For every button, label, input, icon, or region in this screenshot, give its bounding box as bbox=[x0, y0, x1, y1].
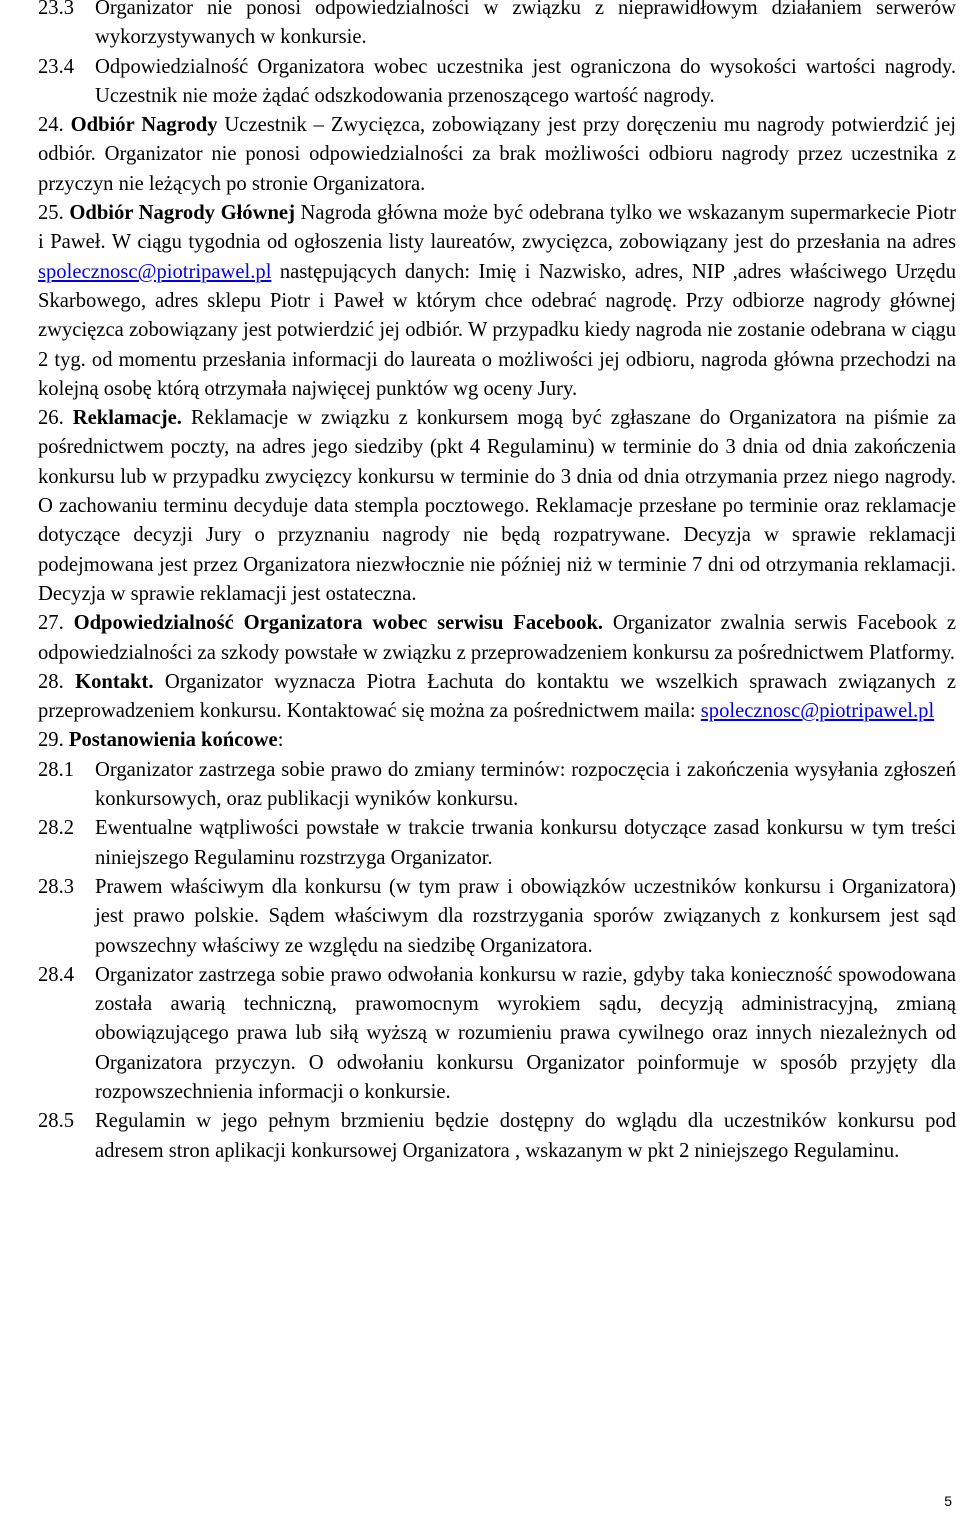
clause-28-5 bbox=[38, 1107, 956, 1166]
section-text: Organizator wyznacza Piotra Łachuta do kontaktu we wszelkich sprawach związanych z przeprowadzeniem konkursu. Kontaktować się można za pośrednictwem maila: bbox=[38, 670, 957, 723]
section-26 bbox=[38, 404, 956, 609]
document-page bbox=[38, 0, 956, 1166]
section-heading: Postanowienia końcowe bbox=[68, 729, 278, 752]
section-number: 25. bbox=[38, 202, 70, 225]
clause-text: Prawem właściwym dla konkursu (w tym praw i obowiązków uczestników konkursu i Organizatora) jest prawo polskie. Sądem właściwym dla rozstrzygania sporów związanych z konkursem jest sąd powszechny właściwy ze względu na siedzibę Organizatora. bbox=[95, 875, 956, 957]
section-text: Reklamacje w związku z konkursem mogą być zgłaszane do Organizatora na piśmie za pośrednictwem poczty, na adres jego siedziby (pkt 4 Regulaminu) w terminie do 3 dnia od dnia zakończenia konkursu lub w przypadku zwycięzcy konkursu w terminie do 3 dnia od dnia otrzymania przez niego nagrody. O zachowaniu terminu decyduje data stempla pocztowego. Reklamacje przesłane po terminie oraz reklamacje dotyczące decyzji Jury o przyznaniu nagrody nie będą rozpatrywane. Decyzja w sprawie reklamacji podejmowana jest przez Organizatora niezwłocznie nie później niż w terminie 7 dni od otrzymania reklamacji. Decyzja w sprawie reklamacji jest ostateczna. bbox=[38, 407, 956, 605]
clause-number: 28.1 bbox=[38, 758, 75, 781]
section-heading: Odbiór Nagrody Głównej bbox=[69, 202, 295, 225]
section-number: 29. bbox=[38, 729, 69, 752]
section-text: Uczestnik – Zwycięzca, zobowiązany jest przy doręczeniu mu nagrody potwierdzić jej odbiór. Organizator nie ponosi odpowiedzialności za brak możliwości odbioru nagrody przez uczestnika z przyczyn nie leżących po stronie Organizatora. bbox=[38, 114, 957, 195]
clause-text: Odpowiedzialność Organizatora wobec uczestnika jest ograniczona do wysokości wartości nagrody. Uczestnik nie może żądać odszkodowania przenoszącego wartość nagrody. bbox=[95, 55, 956, 107]
section-28 bbox=[38, 668, 956, 727]
section-24 bbox=[38, 111, 956, 199]
section-number: 26. bbox=[38, 407, 73, 430]
clause-number: 28.2 bbox=[38, 817, 75, 840]
email-link[interactable]: spolecznosc@piotripawel.pl bbox=[700, 700, 935, 723]
clause-28-3 bbox=[38, 873, 956, 961]
clause-number: 28.5 bbox=[38, 1110, 75, 1133]
clause-23-3 bbox=[38, 0, 956, 53]
clause-text: Regulamin w jego pełnym brzmieniu będzie dostępny do wglądu dla uczestników konkursu pod adresem stron aplikacji konkursowej Organizatora , wskazanym w pkt 2 niniejszego Regulaminu. bbox=[95, 1110, 956, 1162]
clause-text: Ewentualne wątpliwości powstałe w trakcie trwania konkursu dotyczące zasad konkursu w tym treści niniejszego Regulaminu rozstrzyga Organizator. bbox=[95, 817, 956, 869]
clause-text: Organizator nie ponosi odpowiedzialności w związku z nieprawidłowym działaniem serwerów wykorzystywanych w konkursie. bbox=[95, 0, 956, 49]
section-heading: Odpowiedzialność Organizatora wobec serwisu Facebook. bbox=[73, 612, 604, 635]
section-number: 24. bbox=[38, 114, 71, 137]
section-number: 27. bbox=[38, 612, 74, 635]
section-text: Nagroda główna może być odebrana tylko we wskazanym supermarkecie Piotr i Paweł. W ciągu tygodnia od ogłoszenia listy laureatów, zwycięzca, zobowiązany jest do przesłania na adres bbox=[38, 202, 957, 254]
section-number: 28. bbox=[38, 670, 76, 693]
section-25 bbox=[38, 199, 956, 404]
page-number: 5 bbox=[944, 1493, 952, 1509]
section-27 bbox=[38, 609, 956, 668]
clause-number: 28.4 bbox=[38, 963, 75, 986]
email-link[interactable]: spolecznosc@piotripawel.pl bbox=[38, 260, 272, 283]
section-text-continued: następujących danych: Imię i Nazwisko, adres, NIP ,adres właściwego Urzędu Skarbowego, adres sklepu Piotr i Paweł w którym chce odebrać nagrodę. Przy odbiorze nagrody głównej zwycięzca zobowiązany jest potwierdzić jej odbiór. W przypadku kiedy nagroda nie zostanie odebrana w ciągu 2 tyg. od momentu przesłania informacji do laureata o możliwości jej odbioru, nagroda główna przechodzi na kolejną osobę którą otrzymała najwięcej punktów wg oceny Jury. bbox=[38, 260, 956, 400]
clause-number: 28.3 bbox=[38, 875, 75, 898]
clause-28-4 bbox=[38, 961, 956, 1107]
clause-23-4 bbox=[38, 53, 956, 112]
clause-text: Organizator zastrzega sobie prawo do zmiany terminów: rozpoczęcia i zakończenia wysyłania zgłoszeń konkursowych, oraz publikacji wyników konkursu. bbox=[95, 758, 956, 811]
section-heading: Reklamacje. bbox=[72, 407, 182, 430]
section-text: Organizator zwalnia serwis Facebook z odpowiedzialności za szkody powstałe w związku z przeprowadzeniem konkursu za pośrednictwem Platformy. bbox=[38, 612, 956, 664]
clause-text: Organizator zastrzega sobie prawo odwołania konkursu w razie, gdyby taka konieczność spowodowana została awarią techniczną, prawomocnym wyrokiem sądu, decyzją administracyjną, zmianą obowiązującego prawa lub siłą wyższą w rozumieniu prawa cywilnego oraz innych niezależnych od Organizatora przyczyn. O odwołaniu konkursu Organizator poinformuje w sposób przyjęty dla rozpowszechnienia informacji o konkursie. bbox=[95, 963, 956, 1103]
clause-number: 23.3 bbox=[38, 0, 75, 19]
section-29 bbox=[38, 726, 956, 755]
section-heading: Odbiór Nagrody bbox=[70, 114, 218, 137]
heading-suffix: : bbox=[277, 729, 284, 752]
clause-28-1 bbox=[38, 756, 956, 815]
clause-number: 23.4 bbox=[38, 55, 75, 78]
section-heading: Kontakt. bbox=[75, 670, 154, 693]
clause-28-2 bbox=[38, 814, 956, 873]
